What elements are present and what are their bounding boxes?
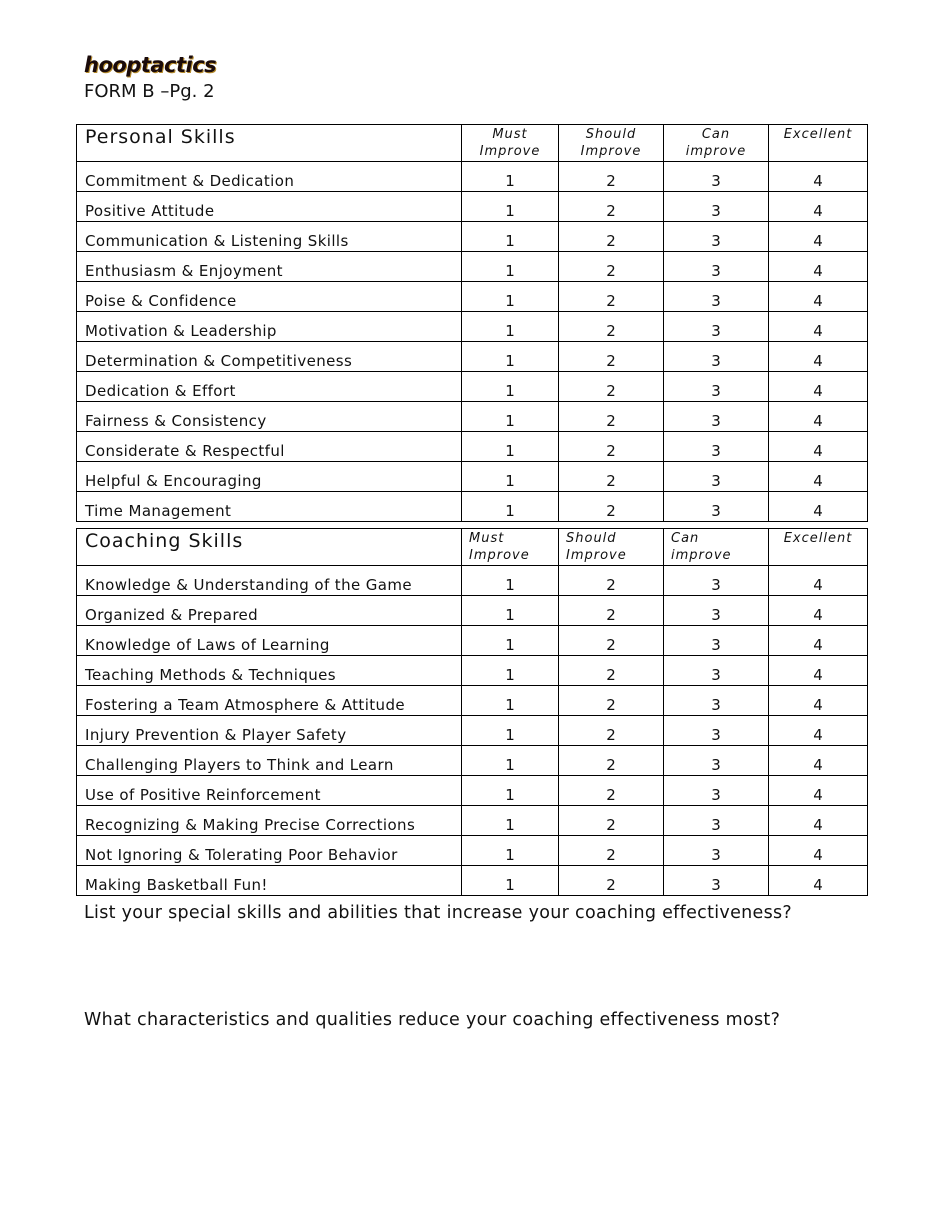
rating-option-1[interactable]: 1 (462, 776, 559, 806)
rating-option-1[interactable]: 1 (462, 492, 559, 522)
skill-label: Positive Attitude (77, 192, 462, 222)
rating-option-1[interactable]: 1 (462, 626, 559, 656)
rating-option-4[interactable]: 4 (769, 566, 868, 596)
skill-row (77, 252, 868, 282)
rating-option-4[interactable]: 4 (769, 716, 868, 746)
rating-option-2[interactable]: 2 (559, 866, 664, 896)
rating-option-3[interactable]: 3 (664, 492, 769, 522)
skill-row (77, 836, 868, 866)
skill-label: Not Ignoring & Tolerating Poor Behavior (77, 836, 462, 866)
skill-label: Challenging Players to Think and Learn (77, 746, 462, 776)
rating-option-4[interactable]: 4 (769, 686, 868, 716)
rating-option-4[interactable]: 4 (769, 776, 868, 806)
rating-option-3[interactable]: 3 (664, 716, 769, 746)
rating-option-2[interactable]: 2 (559, 252, 664, 282)
skill-row (77, 282, 868, 312)
rating-option-3[interactable]: 3 (664, 402, 769, 432)
rating-option-4[interactable]: 4 (769, 432, 868, 462)
col-excellent: Excellent (769, 529, 868, 566)
personal-skills-table (76, 124, 868, 522)
rating-option-2[interactable]: 2 (559, 656, 664, 686)
rating-option-3[interactable]: 3 (664, 312, 769, 342)
rating-option-2[interactable]: 2 (559, 282, 664, 312)
rating-option-1[interactable]: 1 (462, 686, 559, 716)
rating-option-3[interactable]: 3 (664, 836, 769, 866)
skill-label: Making Basketball Fun! (77, 866, 462, 896)
question-strengths: List your special skills and abilities that increase your coaching effectiveness? (84, 903, 793, 923)
rating-option-3[interactable]: 3 (664, 282, 769, 312)
rating-option-2[interactable]: 2 (559, 716, 664, 746)
rating-option-4[interactable]: 4 (769, 462, 868, 492)
skill-row (77, 432, 868, 462)
rating-option-3[interactable]: 3 (664, 806, 769, 836)
rating-option-1[interactable]: 1 (462, 372, 559, 402)
skill-row (77, 462, 868, 492)
rating-option-2[interactable]: 2 (559, 222, 664, 252)
skill-row (77, 192, 868, 222)
skill-label: Commitment & Dedication (77, 162, 462, 192)
rating-option-2[interactable]: 2 (559, 372, 664, 402)
rating-option-1[interactable]: 1 (462, 566, 559, 596)
rating-option-3[interactable]: 3 (664, 686, 769, 716)
rating-option-4[interactable]: 4 (769, 162, 868, 192)
skill-label: Enthusiasm & Enjoyment (77, 252, 462, 282)
rating-option-3[interactable]: 3 (664, 342, 769, 372)
rating-option-4[interactable]: 4 (769, 192, 868, 222)
rating-option-3[interactable]: 3 (664, 656, 769, 686)
rating-option-2[interactable]: 2 (559, 312, 664, 342)
skill-label: Recognizing & Making Precise Corrections (77, 806, 462, 836)
rating-option-1[interactable]: 1 (462, 282, 559, 312)
skill-row (77, 312, 868, 342)
rating-option-2[interactable]: 2 (559, 596, 664, 626)
rating-option-4[interactable]: 4 (769, 656, 868, 686)
rating-option-3[interactable]: 3 (664, 372, 769, 402)
rating-option-1[interactable]: 1 (462, 866, 559, 896)
skill-label: Helpful & Encouraging (77, 462, 462, 492)
skill-row (77, 626, 868, 656)
rating-option-2[interactable]: 2 (559, 192, 664, 222)
rating-option-1[interactable]: 1 (462, 806, 559, 836)
rating-option-2[interactable]: 2 (559, 566, 664, 596)
rating-option-1[interactable]: 1 (462, 192, 559, 222)
rating-option-4[interactable]: 4 (769, 806, 868, 836)
rating-option-3[interactable]: 3 (664, 746, 769, 776)
skill-row (77, 746, 868, 776)
rating-option-2[interactable]: 2 (559, 836, 664, 866)
rating-option-3[interactable]: 3 (664, 776, 769, 806)
col-must-improve: Must Improve (462, 529, 559, 566)
skill-row (77, 866, 868, 896)
skill-label: Teaching Methods & Techniques (77, 656, 462, 686)
skill-row (77, 492, 868, 522)
skill-row (77, 222, 868, 252)
rating-option-1[interactable]: 1 (462, 836, 559, 866)
skill-row (77, 342, 868, 372)
skill-row (77, 806, 868, 836)
skill-row (77, 402, 868, 432)
rating-option-1[interactable]: 1 (462, 252, 559, 282)
rating-option-4[interactable]: 4 (769, 312, 868, 342)
hooptactics-logo: hooptactics (84, 53, 217, 77)
skill-row (77, 596, 868, 626)
col-excellent: Excellent (769, 125, 868, 162)
rating-option-4[interactable]: 4 (769, 342, 868, 372)
skill-label: Considerate & Respectful (77, 432, 462, 462)
rating-option-2[interactable]: 2 (559, 686, 664, 716)
rating-option-1[interactable]: 1 (462, 312, 559, 342)
rating-option-2[interactable]: 2 (559, 776, 664, 806)
rating-option-3[interactable]: 3 (664, 432, 769, 462)
rating-option-3[interactable]: 3 (664, 252, 769, 282)
rating-option-1[interactable]: 1 (462, 746, 559, 776)
skill-label: Fostering a Team Atmosphere & Attitude (77, 686, 462, 716)
rating-option-2[interactable]: 2 (559, 746, 664, 776)
skill-label: Injury Prevention & Player Safety (77, 716, 462, 746)
rating-option-3[interactable]: 3 (664, 222, 769, 252)
skill-row (77, 656, 868, 686)
rating-option-1[interactable]: 1 (462, 432, 559, 462)
coaching-skills-header-row (77, 529, 868, 566)
rating-option-1[interactable]: 1 (462, 596, 559, 626)
skill-row (77, 162, 868, 192)
skill-row (77, 776, 868, 806)
question-weaknesses: What characteristics and qualities reduce your coaching effectiveness most? (84, 1010, 781, 1030)
rating-option-3[interactable]: 3 (664, 596, 769, 626)
col-must-improve: Must Improve (462, 125, 559, 162)
rating-option-2[interactable]: 2 (559, 462, 664, 492)
rating-option-3[interactable]: 3 (664, 566, 769, 596)
skill-label: Communication & Listening Skills (77, 222, 462, 252)
rating-option-2[interactable]: 2 (559, 492, 664, 522)
rating-option-4[interactable]: 4 (769, 282, 868, 312)
rating-option-1[interactable]: 1 (462, 162, 559, 192)
skill-label: Time Management (77, 492, 462, 522)
rating-option-2[interactable]: 2 (559, 432, 664, 462)
rating-option-4[interactable]: 4 (769, 866, 868, 896)
col-should-improve: Should Improve (559, 529, 664, 566)
rating-option-1[interactable]: 1 (462, 462, 559, 492)
rating-option-4[interactable]: 4 (769, 492, 868, 522)
skill-label: Organized & Prepared (77, 596, 462, 626)
rating-option-1[interactable]: 1 (462, 402, 559, 432)
rating-option-1[interactable]: 1 (462, 716, 559, 746)
rating-option-2[interactable]: 2 (559, 806, 664, 836)
rating-option-4[interactable]: 4 (769, 836, 868, 866)
rating-option-4[interactable]: 4 (769, 596, 868, 626)
skill-row (77, 716, 868, 746)
rating-option-3[interactable]: 3 (664, 866, 769, 896)
rating-option-2[interactable]: 2 (559, 626, 664, 656)
coaching-skills-title: Coaching Skills (77, 529, 462, 566)
skill-row (77, 566, 868, 596)
rating-option-4[interactable]: 4 (769, 746, 868, 776)
rating-option-4[interactable]: 4 (769, 626, 868, 656)
coaching-skills-table (76, 528, 868, 896)
skill-label: Dedication & Effort (77, 372, 462, 402)
rating-option-3[interactable]: 3 (664, 462, 769, 492)
skill-label: Motivation & Leadership (77, 312, 462, 342)
personal-skills-title: Personal Skills (77, 125, 462, 162)
rating-option-3[interactable]: 3 (664, 626, 769, 656)
rating-option-1[interactable]: 1 (462, 222, 559, 252)
rating-option-2[interactable]: 2 (559, 162, 664, 192)
rating-option-3[interactable]: 3 (664, 192, 769, 222)
skill-label: Knowledge of Laws of Learning (77, 626, 462, 656)
skill-label: Use of Positive Reinforcement (77, 776, 462, 806)
col-should-improve: Should Improve (559, 125, 664, 162)
rating-option-1[interactable]: 1 (462, 656, 559, 686)
skill-label: Knowledge & Understanding of the Game (77, 566, 462, 596)
personal-skills-header-row (77, 125, 868, 162)
skill-label: Determination & Competitiveness (77, 342, 462, 372)
rating-option-4[interactable]: 4 (769, 402, 868, 432)
rating-option-3[interactable]: 3 (664, 162, 769, 192)
skill-row (77, 372, 868, 402)
skill-row (77, 686, 868, 716)
rating-option-1[interactable]: 1 (462, 342, 559, 372)
skill-label: Fairness & Consistency (77, 402, 462, 432)
rating-option-4[interactable]: 4 (769, 252, 868, 282)
rating-option-4[interactable]: 4 (769, 372, 868, 402)
form-page-label: FORM B –Pg. 2 (84, 81, 215, 102)
rating-option-4[interactable]: 4 (769, 222, 868, 252)
rating-option-2[interactable]: 2 (559, 342, 664, 372)
col-can-improve: Can improve (664, 529, 769, 566)
col-can-improve: Can improve (664, 125, 769, 162)
skill-label: Poise & Confidence (77, 282, 462, 312)
rating-option-2[interactable]: 2 (559, 402, 664, 432)
